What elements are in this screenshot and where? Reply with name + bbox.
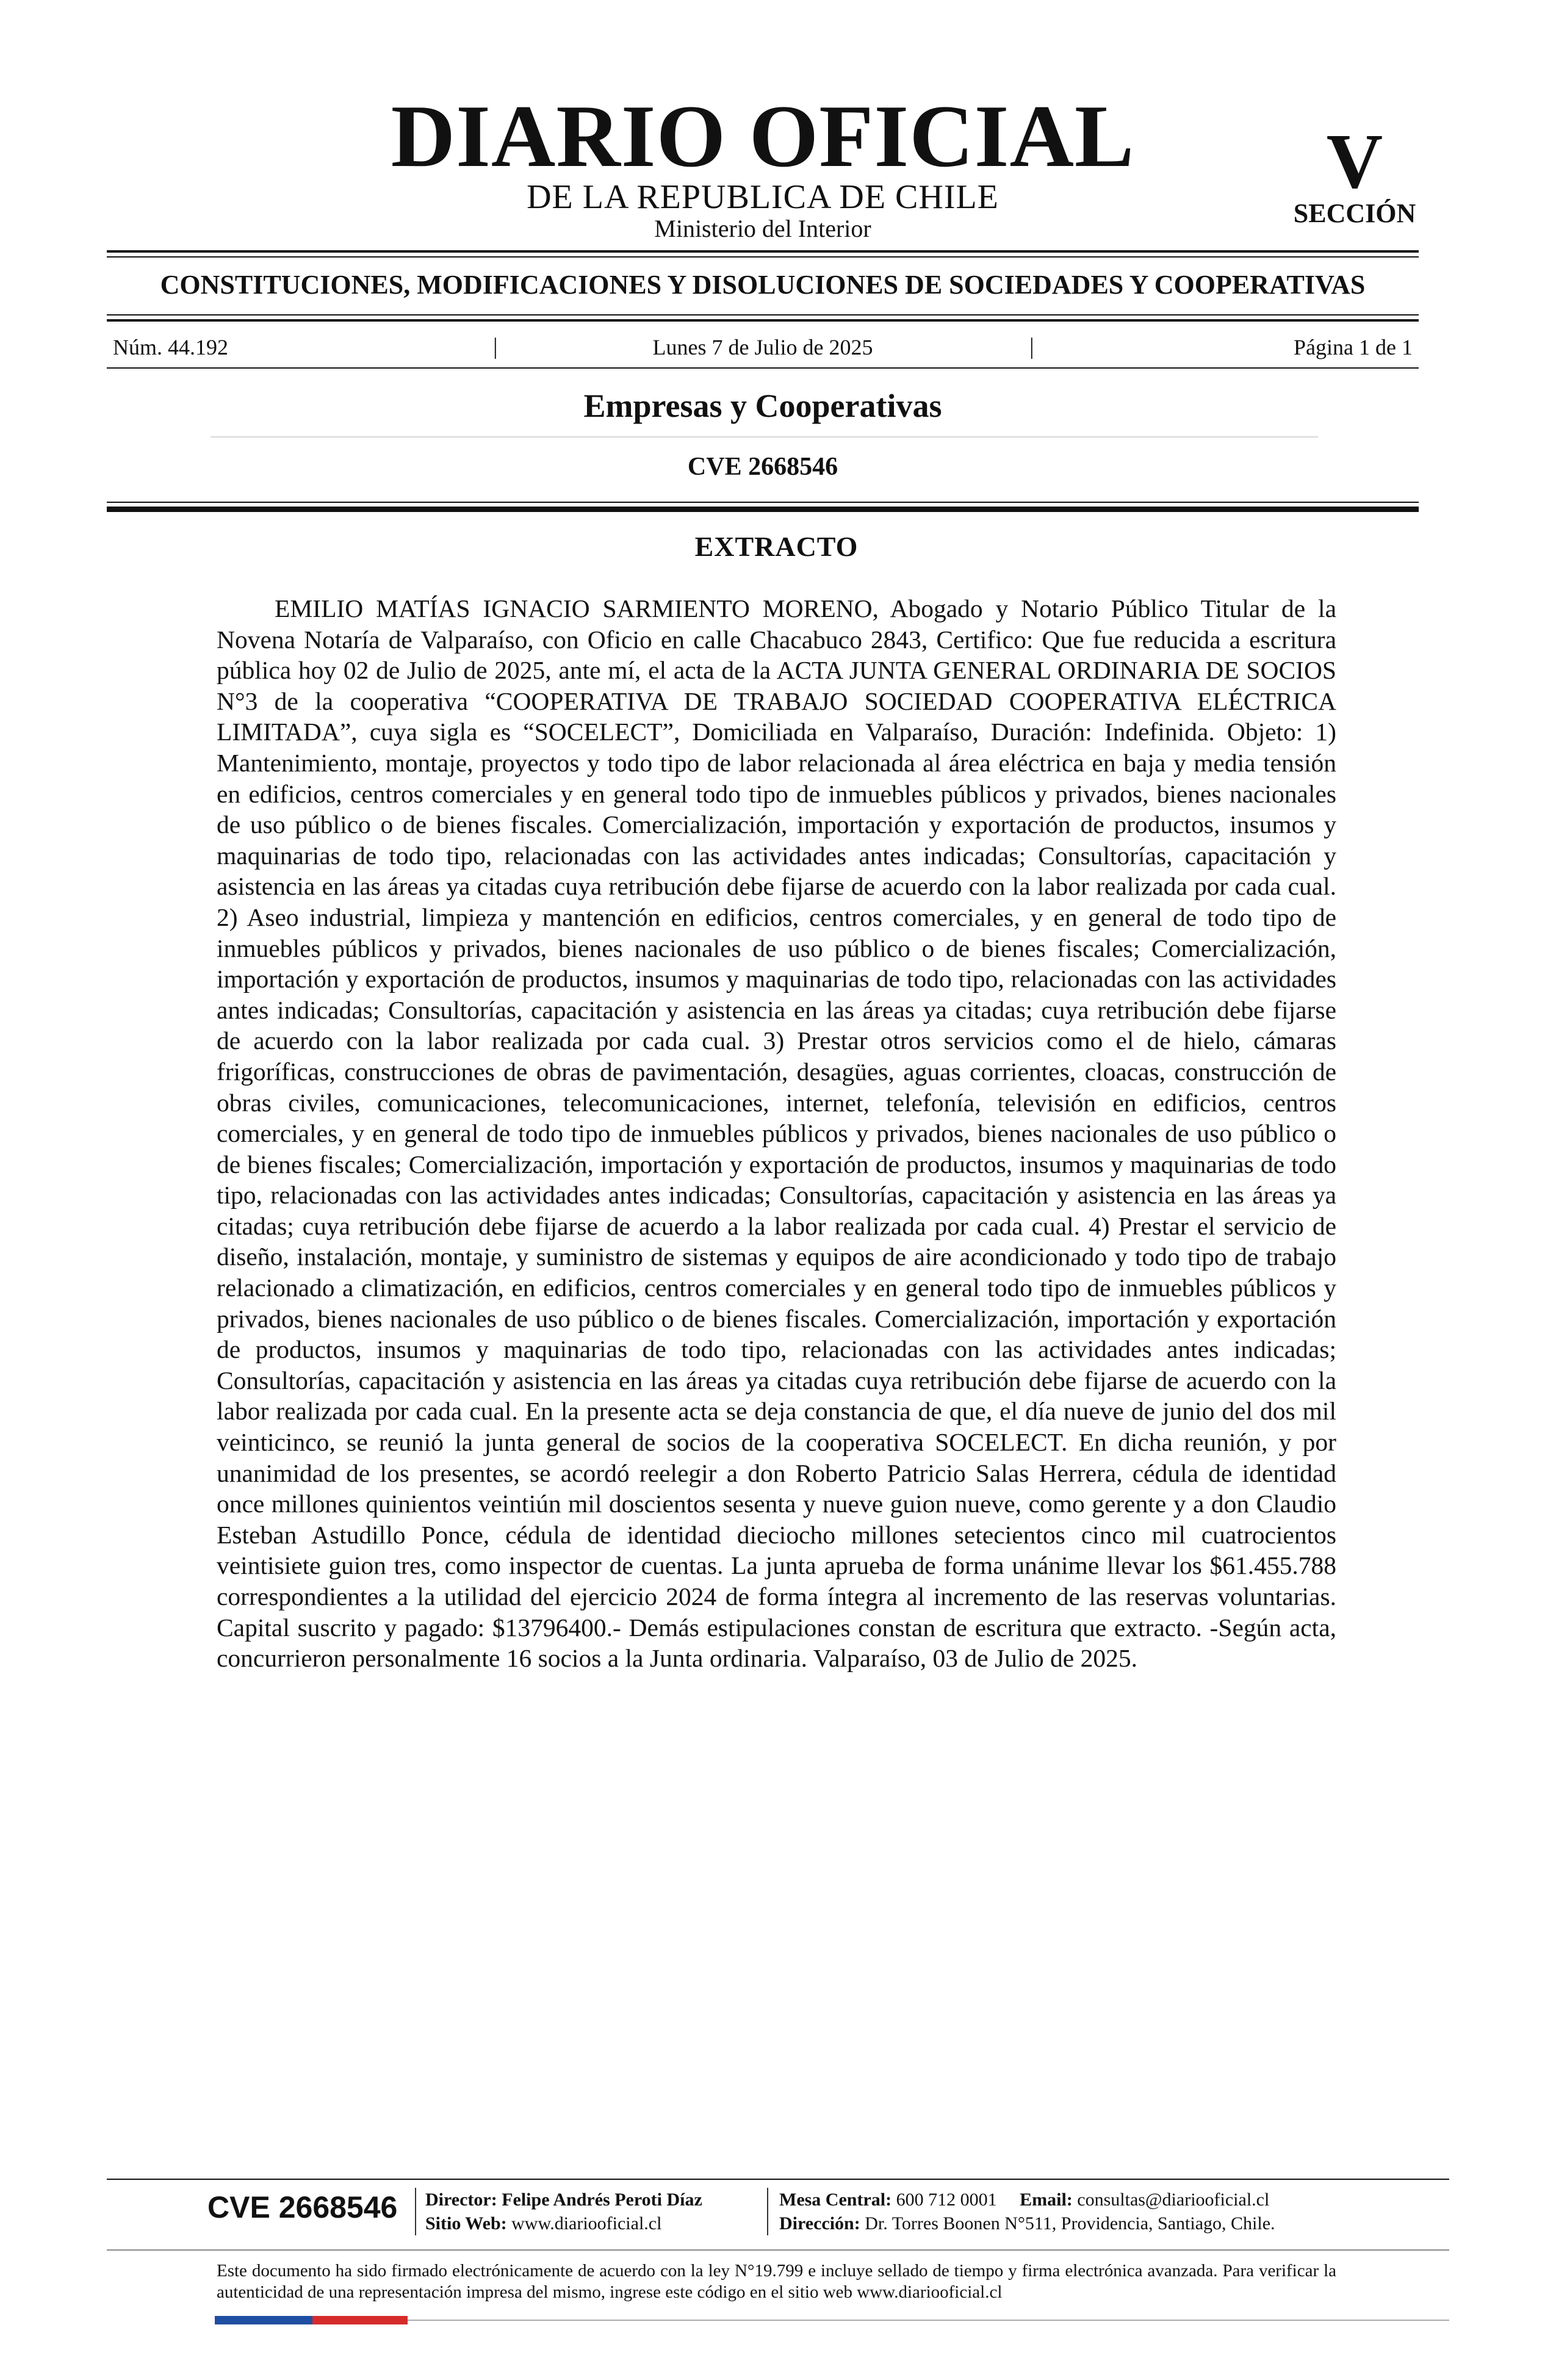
footer-director-name: Felipe Andrés Peroti Díaz [502,2190,702,2210]
footer-bottom-rule [408,2320,1449,2321]
section-letter: V [1326,118,1383,204]
issue-page: Página 1 de 1 [1294,335,1413,359]
footer-website-label: Sitio Web: [425,2213,507,2234]
issue-separator: | [493,334,498,359]
document-heading: EXTRACTO [694,531,859,562]
footer-website [425,2212,661,2235]
footer-separator [767,2188,768,2235]
header-bottom-rule [107,507,1419,512]
section-label: SECCIÓN [1293,198,1416,228]
issue-separator: | [1029,334,1034,359]
masthead-subtitle: DE LA REPUBLICA DE CHILE [527,178,999,216]
flag-stripe-red [312,2316,408,2324]
footer-separator [415,2188,416,2235]
footer-rule [107,2179,1449,2180]
footer-phone-label: Mesa Central: [779,2190,892,2210]
masthead-ministry: Ministerio del Interior [654,215,871,242]
footer-address-text: Dr. Torres Boonen N°511, Providencia, Santiago, Chile. [865,2213,1275,2234]
footer-address-label: Dirección: [779,2213,860,2234]
footer-director-label: Director: [425,2190,497,2210]
masthead-title: DIARIO OFICIAL [391,87,1135,186]
section-heading: CONSTITUCIONES, MODIFICACIONES Y DISOLUCIONES DE SOCIEDADES Y COOPERATIVAS [160,270,1366,300]
footer-email-label: Email: [1020,2190,1073,2210]
footer-phone: 600 712 0001 [896,2190,997,2210]
header-bottom-rule-thin [107,502,1419,503]
section-rule [107,319,1419,322]
category-title: Empresas y Cooperativas [583,388,942,424]
issue-date: Lunes 7 de Julio de 2025 [652,335,873,359]
footer-website-link[interactable]: www.diariooficial.cl [511,2213,662,2234]
issue-number: Núm. 44.192 [113,335,228,359]
category-rule [211,436,1318,438]
document-body: EMILIO MATÍAS IGNACIO SARMIENTO MORENO, Abogado y Notario Público Titular de la Novena Notaría de Valparaíso, con Oficio en calle Chacabuco 2843, Certifico: Que fue reducida a escritura pública hoy 02 de Julio de 2025, ante mí, el acta de la ACTA JUNTA GENERAL ORDINARIA DE SOCIOS N°3 de la cooperativa “COOPERATIVA DE TRABAJO SOCIEDAD COOPERATIVA ELÉCTRICA LIMITADA”, cuya sigla es “SOCELECT”, Domiciliada en Valparaíso, Duración: Indefinida. Objeto: 1) Mantenimiento, montaje, proyectos y todo tipo de labor relacionada al área eléctrica en baja y media tensión en edificios, centros comerciales y en general todo tipo de inmuebles públicos y privados, bienes nacionales de uso público o de bienes fiscales. Comercialización, importación y exportación de productos, insumos y maquinarias de todo tipo, relacionadas con las actividades antes indicadas; Consultorías, capacitación y asistencia en las áreas ya citadas cuya retribución debe fijarse de acuerdo con la labor realizada por cada cual. 2) Aseo industrial, limpieza y mantención en edificios, centros comerciales, y en general de todo tipo de inmuebles públicos y privados, bienes nacionales de uso público o de bienes fiscales; Comercialización, importación y exportación de productos, insumos y maquinarias de todo tipo, relacionadas con las actividades antes indicadas; Consultorías, capacitación y asistencia en las áreas ya citadas; cuya retribución debe fijarse de acuerdo con la labor realizada por cada cual. 3) Prestar otros servicios como el de hielo, cámaras frigoríficas, construcciones de obras de pavimentación, desagües, aguas corrientes, cloacas, construcción de obras civiles, comunicaciones, telecomunicaciones, internet, telefonía, televisión en edificios, centros comerciales, y en general de todo tipo de inmuebles públicos y privados, bienes nacionales de uso público o de bienes fiscales; Comercialización, importación y exportación de productos, insumos y maquinarias de todo tipo, relacionadas con las actividades antes indicadas; Consultorías, capacitación y asistencia en las áreas ya citadas; cuya retribución debe fijarse de acuerdo a la labor realizada por cada cual. 4) Prestar el servicio de diseño, instalación, montaje, y suministro de sistemas y equipos de aire acondicionado y todo tipo de trabajo relacionado a climatización, en edificios, centros comerciales y en general todo tipo de inmuebles públicos y privados, bienes nacionales de uso público o de bienes fiscales. Comercialización, importación y exportación de productos, insumos y maquinarias de todo tipo, relacionadas con las actividades antes indicadas; Consultorías, capacitación y asistencia en las áreas ya citadas cuya retribución debe fijarse de acuerdo con la labor realizada por cada cual. En la presente acta se deja constancia de que, el día nueve de junio del dos mil veinticinco, se reunió la junta general de socios de la cooperativa SOCELECT. En dicha reunión, y por unanimidad de los presentes, se acordó reelegir a don Roberto Patricio Salas Herrera, cédula de identidad once millones quinientos veintiún mil doscientos sesenta y nueve guion nueve, como gerente y a don Claudio Esteban Astudillo Ponce, cédula de identidad dieciocho millones setecientos cinco mil cuatrocientos veintisiete guion tres, como inspector de cuentas. La junta aprueba de forma unánime llevar los $61.455.788 correspondientes a la utilidad del ejercicio 2024 de forma íntegra al incremento de las reservas voluntarias. Capital suscrito y pagado: $13796400.- Demás estipulaciones constan de escritura que extracto. -Según acta, concurrieron personalmente 16 socios a la Junta ordinaria. Valparaíso, 03 de Julio de 2025. [217,594,1336,1673]
flag-stripe-blue [215,2316,312,2324]
footer-cve-code: CVE 2668546 [207,2190,398,2224]
footer-email-link[interactable]: consultas@diariooficial.cl [1077,2190,1270,2210]
footer-director [425,2188,702,2212]
issue-rule [107,367,1419,369]
footer-address [779,2212,1275,2235]
footer-rule-2 [107,2249,1449,2251]
section-rule-thin [107,314,1419,316]
masthead-rule [107,250,1419,253]
footer-note: Este documento ha sido firmado electrónicamente de acuerdo con la ley N°19.799 e incluye sellado de tiempo y firma electrónica avanzada. Para verificar la autenticidad de una representación impresa del mismo, ingrese este código en el sitio web www.diariooficial.cl [217,2261,1336,2302]
footer-contact [779,2188,1269,2212]
masthead-rule-thin [107,256,1419,258]
cve-code: CVE 2668546 [687,453,838,481]
